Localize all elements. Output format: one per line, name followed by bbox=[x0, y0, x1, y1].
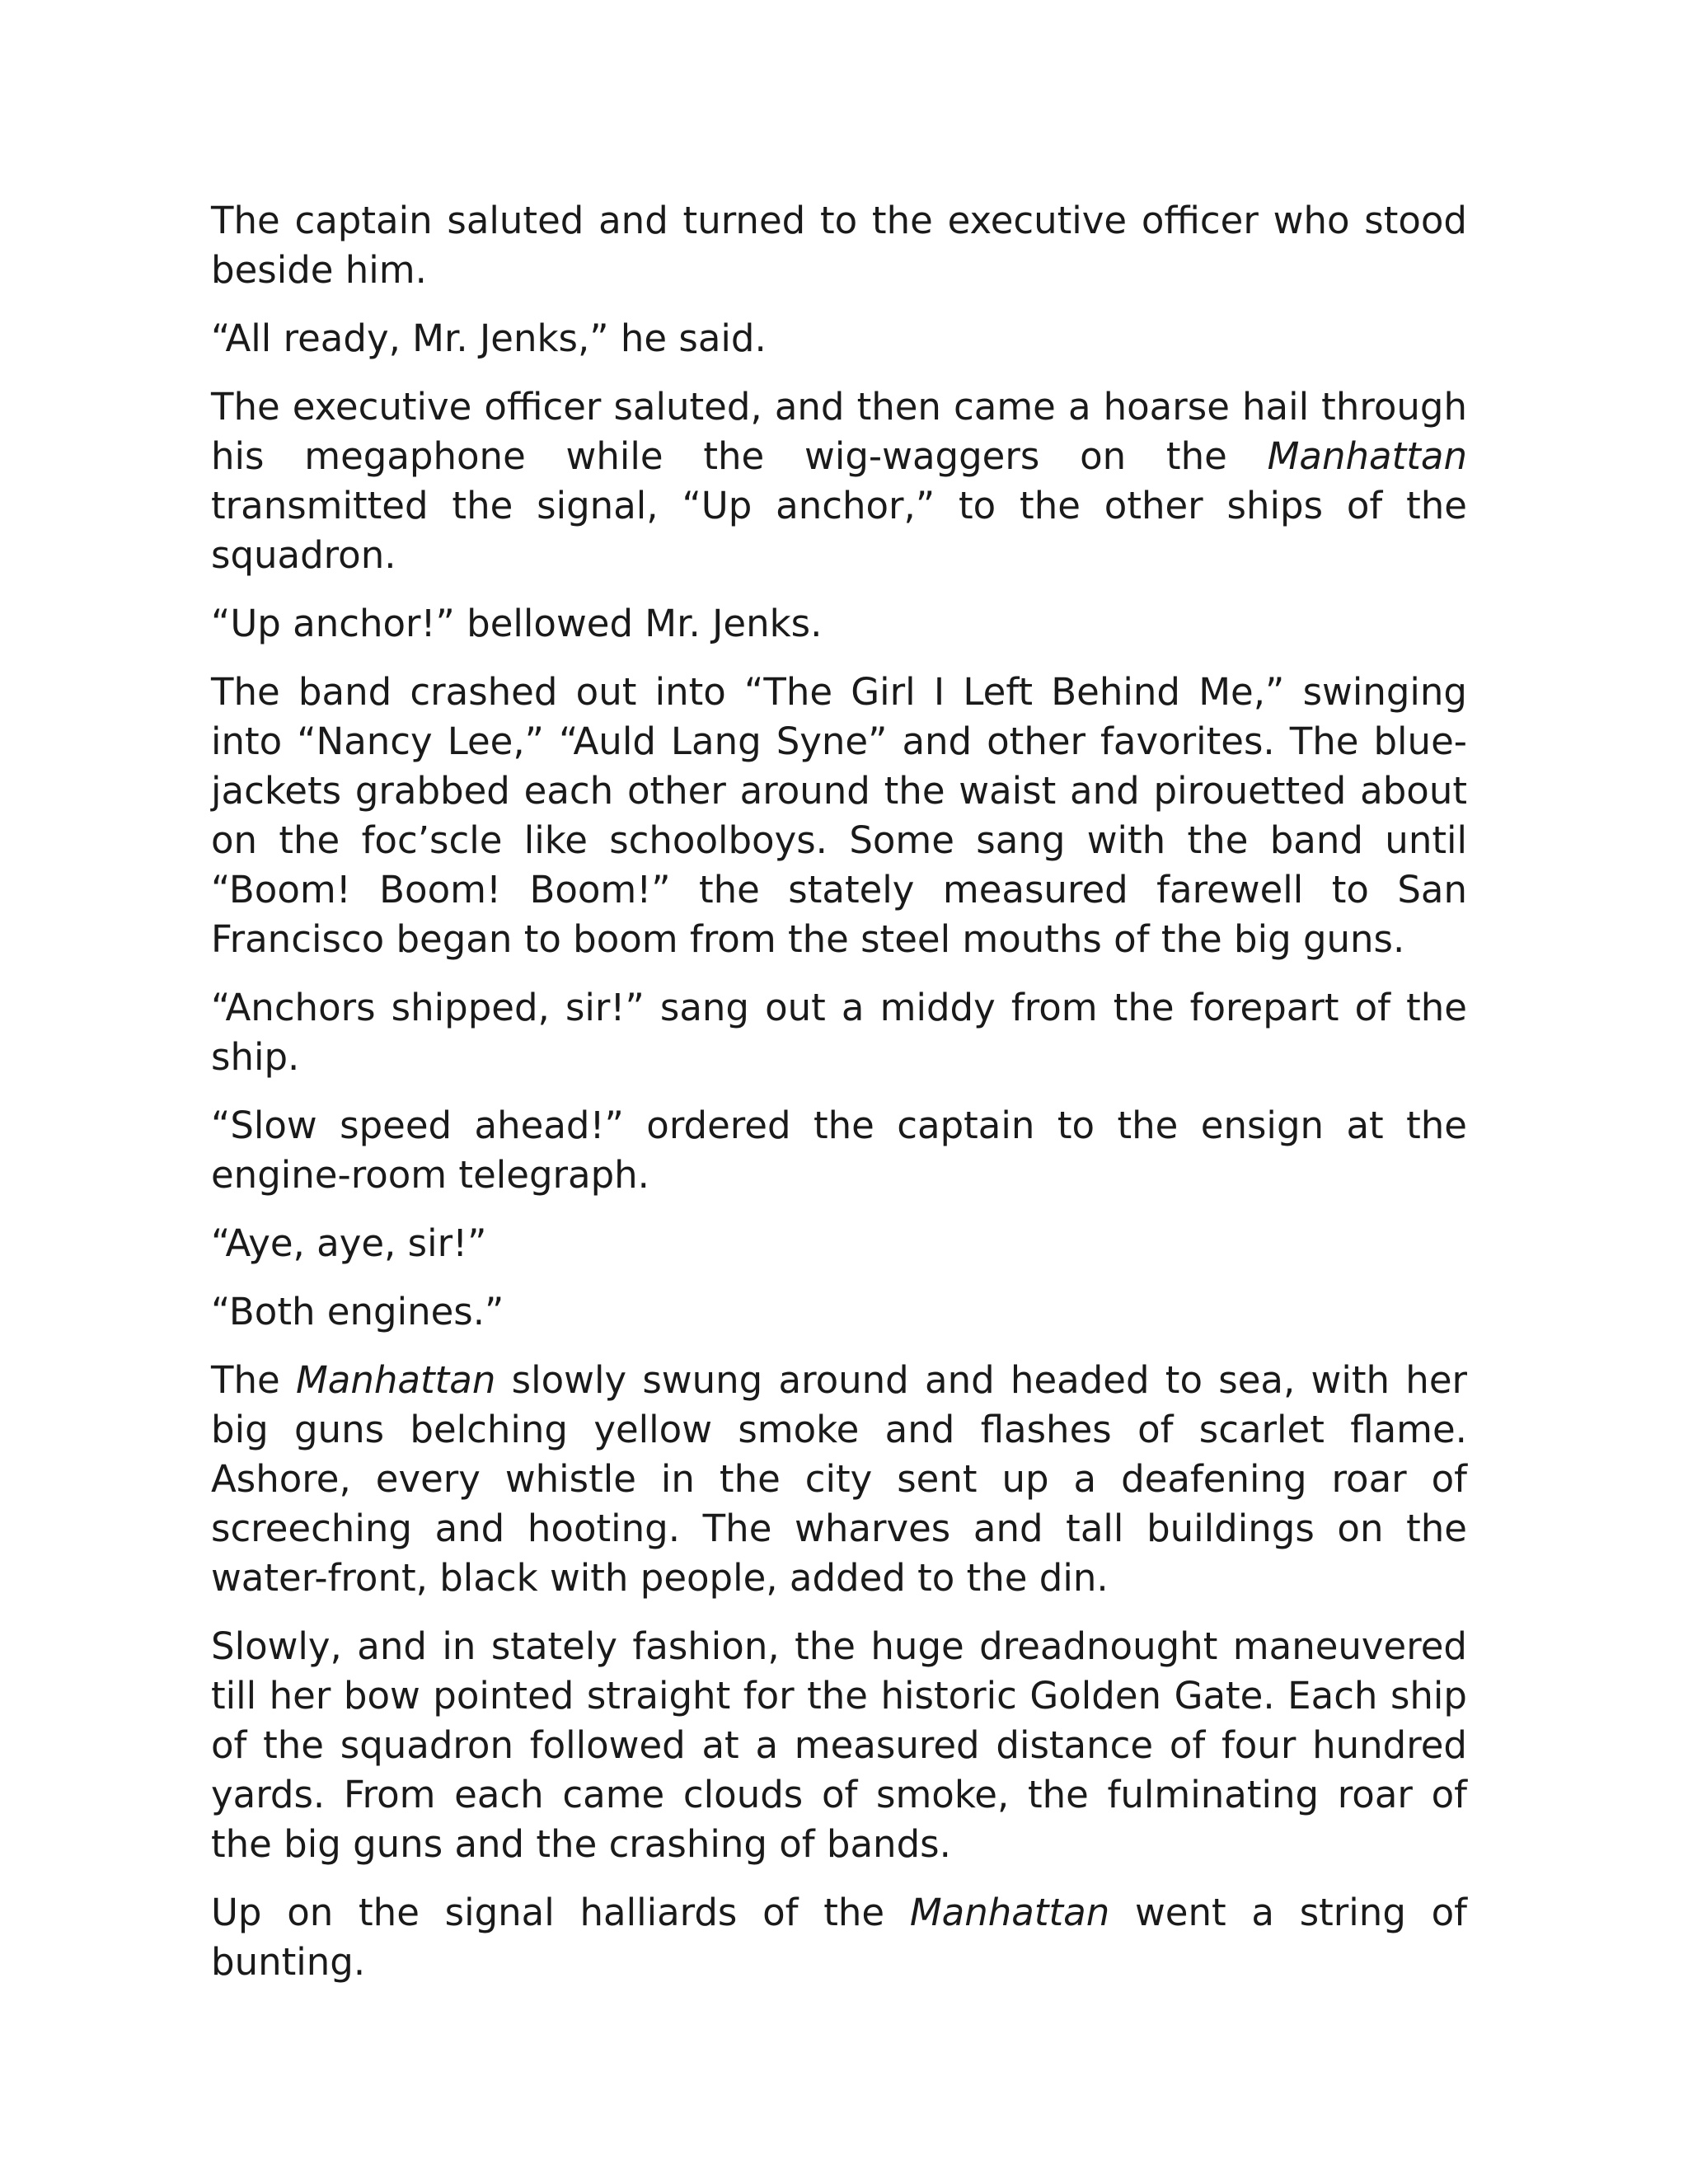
text-run: transmitted the signal, “Up anchor,” to the other ships of the squadron. bbox=[211, 484, 1467, 577]
text-run: “Anchors shipped, sir!” sang out a middy from the forepart of the ship. bbox=[211, 986, 1467, 1079]
paragraph bbox=[211, 1622, 1467, 1869]
text-run: The bbox=[211, 1358, 296, 1402]
paragraph bbox=[211, 1101, 1467, 1200]
text-run: The executive officer saluted, and then came a hoarse hail through his megaphone while the wig-waggers on the bbox=[211, 385, 1467, 478]
text-run: The captain saluted and turned to the executive officer who stood beside him. bbox=[211, 199, 1467, 292]
body-text bbox=[211, 196, 1467, 2006]
text-run: “Up anchor!” bellowed Mr. Jenks. bbox=[211, 602, 823, 645]
paragraph bbox=[211, 196, 1467, 295]
text-run: The band crashed out into “The Girl I Left Behind Me,” swinging into “Nancy Lee,” “Auld Lang Syne” and other favorites. The blue-jackets grabbed each other around the waist and pirouetted about on the foc’scle like schoolboys. Some sang with the band until “Boom! Boom! Boom!” the stately measured farewell to San Francisco began to boom from the steel mouths of the big guns. bbox=[211, 670, 1467, 961]
paragraph bbox=[211, 382, 1467, 580]
text-run: went a string of bunting. bbox=[211, 1891, 1467, 1984]
paragraph bbox=[211, 599, 1467, 649]
paragraph bbox=[211, 668, 1467, 964]
paragraph bbox=[211, 983, 1467, 1082]
text-run: slowly swung around and headed to sea, with her big guns belching yellow smoke and flashes of scarlet flame. Ashore, every whistle in the city sent up a deafening roar of screeching and hooting. The wharves and tall buildings on the water-front, black with people, added to the din. bbox=[211, 1358, 1468, 1600]
text-run: “Slow speed ahead!” ordered the captain to the ensign at the engine-room telegraph. bbox=[211, 1104, 1467, 1197]
paragraph bbox=[211, 1287, 1467, 1337]
text-run: Slowly, and in stately fashion, the huge dreadnought maneuvered till her bow pointed straight for the historic Golden Gate. Each ship of the squadron followed at a measured distance of four hundred yards. From each came clouds of smoke, the fulminating roar of the big guns and the crashing of bands. bbox=[211, 1624, 1467, 1866]
italic-ship-name: Manhattan bbox=[909, 1891, 1110, 1934]
italic-ship-name: Manhattan bbox=[295, 1358, 496, 1402]
text-run: Up on the signal halliards of the bbox=[211, 1891, 910, 1934]
text-run: “All ready, Mr. Jenks,” he said. bbox=[211, 316, 767, 360]
text-run: “Both engines.” bbox=[211, 1290, 504, 1333]
paragraph bbox=[211, 1356, 1467, 1603]
text-run: “Aye, aye, sir!” bbox=[211, 1221, 487, 1265]
italic-ship-name: Manhattan bbox=[1267, 434, 1467, 478]
paragraph bbox=[211, 1219, 1467, 1268]
paragraph bbox=[211, 1888, 1467, 1987]
paragraph bbox=[211, 314, 1467, 363]
